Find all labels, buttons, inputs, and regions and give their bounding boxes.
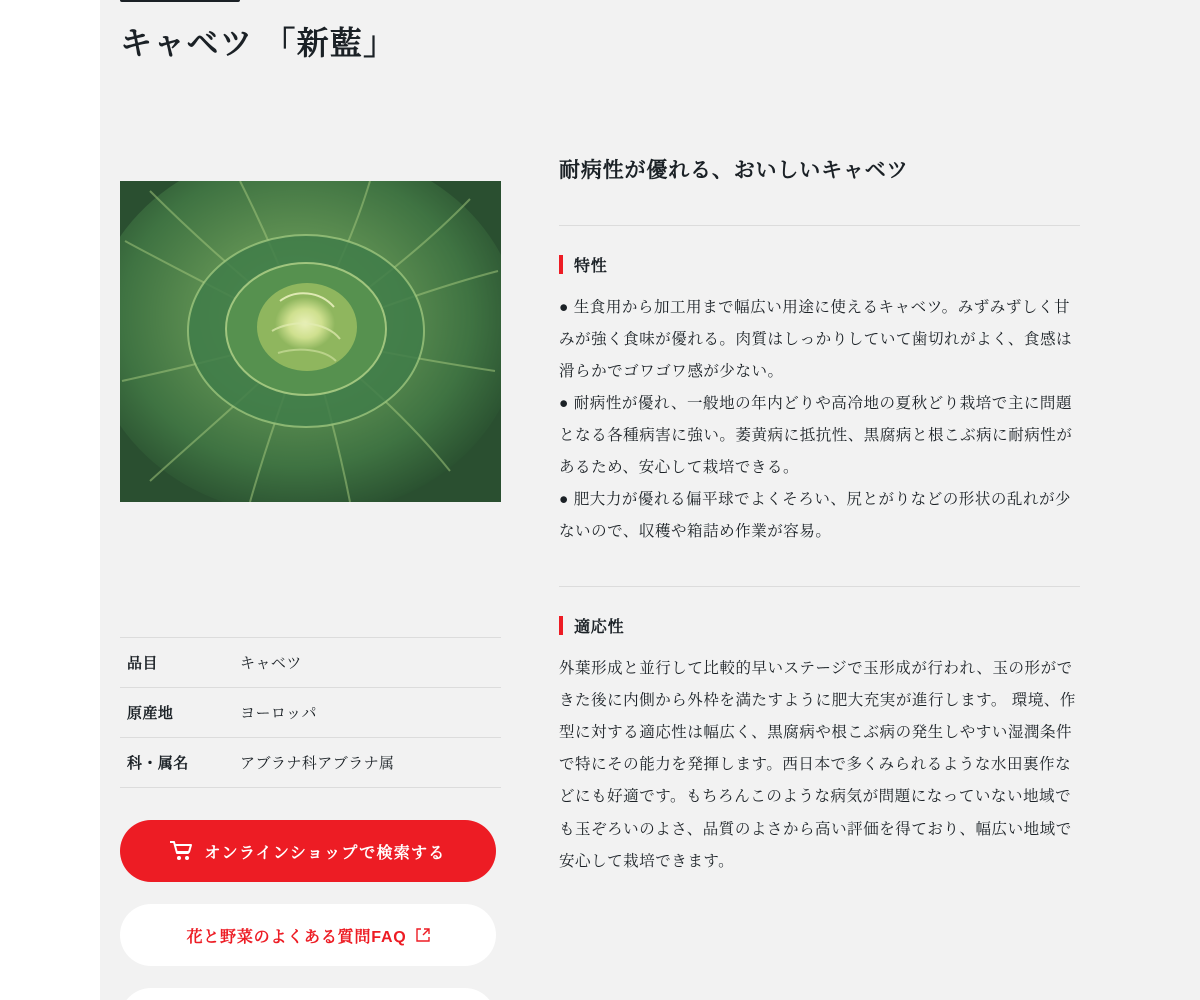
paragraph: ● 肥大力が優れる偏平球でよくそろい、尻とがりなどの形状の乱れが少ないので、収穫や箱詰め作業が容易。 [559,490,1072,541]
spec-label: 品目 [127,655,158,672]
table-row [120,638,501,688]
faq-link-label: 花と野菜のよくある質問FAQ [186,928,407,946]
online-shop-search-button[interactable] [120,820,496,882]
left-gutter [0,0,100,1000]
spec-value: アブラナ科アブラナ属 [240,755,395,772]
cabbage-photo [120,181,501,502]
table-row [120,738,501,788]
accent-bar-icon [559,616,563,635]
section-heading-characteristics [559,253,1080,276]
accent-bar-icon [559,255,563,274]
spec-label: 科・属名 [127,755,189,772]
section-heading-label: 適応性 [574,619,625,637]
right-column [559,155,1080,878]
page-title: キャベツ 「新藍」 [120,25,397,61]
breadcrumb-tab [120,0,240,2]
left-column [120,181,501,1000]
divider [559,586,1080,587]
online-shop-search-label: オンラインショップで検索する [204,844,446,862]
section-heading-adaptability [559,614,1080,637]
external-link-icon [416,928,430,942]
spec-table [120,637,501,788]
faq-link-button[interactable] [120,904,496,966]
paragraph: 外葉形成と並行して比較的早いステージで玉形成が行われ、玉の形ができた後に内側から外枠を満たすように肥大充実が進行します。 環境、作型に対する適応性は幅広く、黒腐病や根こぶ病の発生しやすい湿潤条件で特にその能力を発揮します。西日本で多くみられるような水田裏作などにも好適です。もちろんこのような病気が問題になっていない地域でも玉ぞろいのよさ、品質のよさから高い評価を得ており、幅広い地域で安心して栽培できます。 [559,660,1076,870]
lead-heading: 耐病性が優れる、おいしいキャベツ [559,159,909,182]
section-heading-label: 特性 [574,257,608,275]
spec-label: 原産地 [127,705,174,722]
paragraph: ● 耐病性が優れ、一般地の年内どりや高冷地の夏秋どり栽培で主に問題となる各種病害に強い。萎黄病に抵抗性、黒腐病と根こぶ病に耐病性があるため、安心して栽培できる。 [559,394,1073,476]
divider [559,225,1080,226]
next-button-partial[interactable] [120,988,496,1000]
spec-value: キャベツ [240,655,302,672]
characteristics-body [559,292,1080,549]
adaptability-body [559,653,1080,878]
table-row [120,688,501,738]
spec-value: ヨーロッパ [240,705,317,722]
page-content [100,0,1200,1000]
cart-icon [170,841,192,861]
paragraph: ● 生食用から加工用まで幅広い用途に使えるキャベツ。みずみずしく甘みが強く食味が優れる。肉質はしっかりしていて歯切れがよく、食感は滑らかでゴワゴワ感が少ない。 [559,298,1073,380]
